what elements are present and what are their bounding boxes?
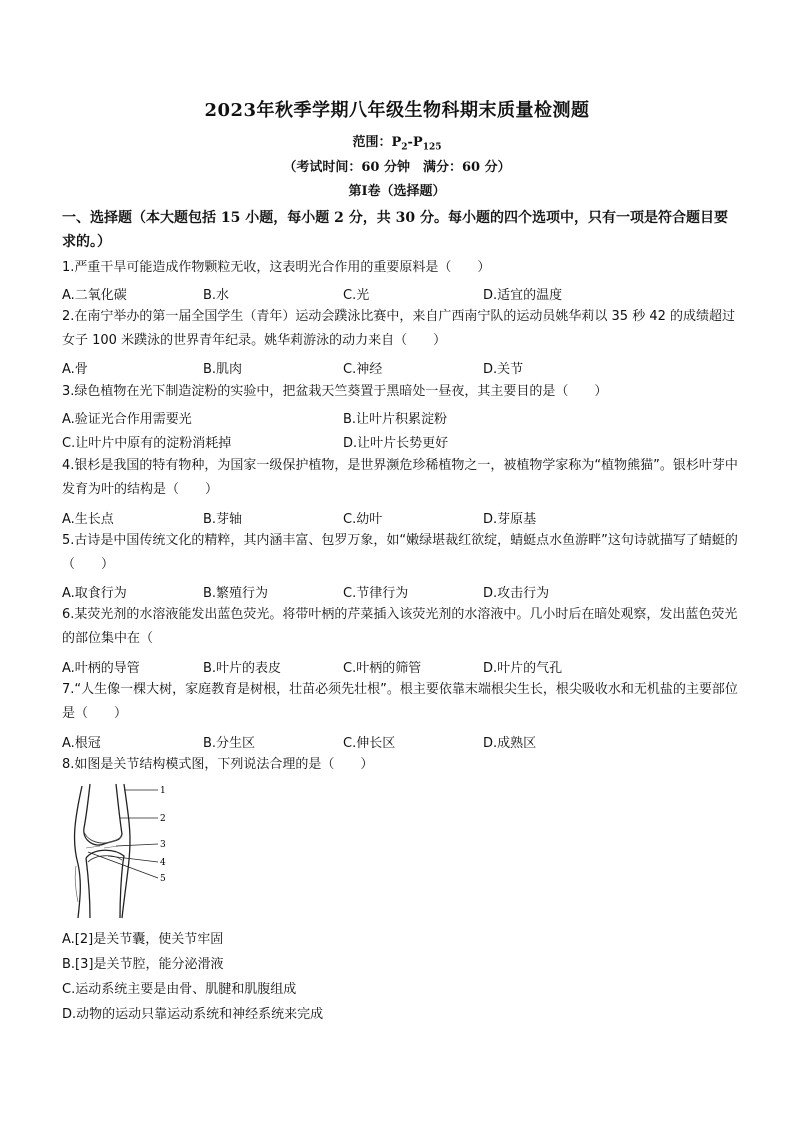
option-c: C.神经: [343, 362, 383, 377]
option-b: B.让叶片积累淀粉: [343, 412, 448, 427]
question-2-stem: 2.在南宁举办的第一届全国学生（青年）运动会蹼泳比赛中，来自广西南宁队的运动员姚华莉以 35 秒 42 的成绩超过女子 100 米蹼泳的世界青年纪录。姚华莉游泳的动力来自（ ）: [62, 309, 736, 348]
option-c: C.节律行为: [343, 586, 409, 601]
joint-cavity: [86, 846, 118, 848]
question-8-stem: 8.如图是关节结构模式图，下列说法合理的是（ ）: [62, 757, 374, 772]
question-5-stem: 5.古诗是中国传统文化的精粹，其内涵丰富、包罗万象，如“嫩绿堪裁红欲绽，蜻蜓点水鱼游畔”这句诗就描写了蜻蜓的（ ）: [62, 533, 738, 572]
option-a: A.[2]是关节囊，使关节牢固: [62, 932, 224, 947]
range-prefix: 范围：P: [352, 135, 402, 150]
option-d: D.关节: [483, 362, 524, 377]
capsule-left-line: [75, 786, 82, 918]
option-a: A.取食行为: [62, 586, 127, 601]
option-b: B.[3]是关节腔，能分泌滑液: [62, 957, 224, 972]
question-2-options: [62, 358, 742, 380]
figure-label-4: 4: [160, 858, 166, 868]
exam-title: 2023年秋季学期八年级生物科期末质量检测题: [204, 100, 590, 121]
page-range: [0, 131, 794, 153]
volume-title: 第Ⅰ卷（选择题）: [348, 184, 446, 199]
option-b: B.芽轴: [203, 512, 243, 527]
exam-info: （考试时间：60 分钟 满分：60 分）: [283, 160, 511, 175]
option-d: D.动物的运动只靠运动系统和神经系统来完成: [62, 1007, 324, 1022]
option-c: C.光: [343, 288, 370, 303]
option-d: D.攻击行为: [483, 586, 550, 601]
upper-bone: [84, 784, 122, 845]
question-7-options: [62, 732, 742, 754]
option-d: D.成熟区: [483, 736, 537, 751]
option-a: A.二氧化碳: [62, 288, 127, 303]
figure-label-1: 1: [160, 786, 166, 796]
question-4-options: [62, 508, 742, 530]
option-a: A.生长点: [62, 512, 114, 527]
question-1-stem: 1.严重干旱可能造成作物颗粒无收，这表明光合作用的重要原料是（ ）: [62, 260, 491, 275]
figure-label-5: 5: [160, 874, 166, 884]
option-a: A.根冠: [62, 736, 101, 751]
question-4-stem: 4.银杉是我国的特有物种，为国家一级保护植物，是世界濒危珍稀植物之一，被植物学家称为“植物熊猫”。银杉叶芽中发育为叶的结构是（ ）: [62, 458, 738, 497]
option-a: A.叶柄的导管: [62, 661, 140, 676]
question-7-stem: 7.“人生像一棵大树，家庭教育是树根，壮苗必须先壮根”。根主要依靠末端根尖生长，根尖吸收水和无机盐的主要部位是（ ）: [62, 682, 738, 721]
option-d: D.叶片的气孔: [483, 661, 563, 676]
capsule-right-line: [122, 784, 130, 918]
option-b: B.肌肉: [203, 362, 243, 377]
question-6-options: [62, 657, 742, 679]
question-3-options-row2: [62, 432, 742, 454]
question-1-options: [62, 284, 742, 306]
ligament-left: [75, 866, 78, 902]
range-mid: -P: [407, 135, 423, 150]
option-d: D.芽原基: [483, 512, 537, 527]
option-c: C.运动系统主要是由骨、肌腱和肌腹组成: [62, 982, 297, 997]
question-6-stem: 6.某荧光剂的水溶液能发出蓝色荧光。将带叶柄的芹菜插入该荧光剂的水溶液中。几小时后在暗处观察，发出蓝色荧光的部位集中在（: [62, 607, 738, 646]
option-b: B.叶片的表皮: [203, 661, 282, 676]
joint-structure-figure: [64, 782, 182, 920]
range-start-sub: 2: [401, 142, 408, 153]
option-c: C.叶柄的筛管: [343, 661, 422, 676]
figure-label-2: 2: [160, 814, 166, 824]
option-b: B.繁殖行为: [203, 586, 269, 601]
question-3-options-row1: [62, 408, 742, 430]
option-c: C.伸长区: [343, 736, 396, 751]
option-d: D.适宜的温度: [483, 288, 563, 303]
lower-bone: [86, 850, 124, 918]
option-c: C.幼叶: [343, 512, 383, 527]
section-heading: 一、选择题（本大题包括 15 小题，每小题 2 分，共 30 分。每小题的四个选项中，只有一项是符合题目要求的。）: [62, 210, 728, 250]
option-b: B.分生区: [203, 736, 256, 751]
option-d: D.让叶片长势更好: [343, 436, 449, 451]
option-b: B.水: [203, 288, 230, 303]
lower-cartilage: [88, 856, 122, 862]
leader-line-3: [116, 844, 158, 846]
question-5-options: [62, 582, 742, 604]
option-a: A.骨: [62, 362, 88, 377]
option-a: A.验证光合作用需要光: [62, 412, 192, 427]
figure-label-3: 3: [160, 840, 166, 850]
option-c: C.让叶片中原有的淀粉消耗掉: [62, 436, 232, 451]
leader-line-4: [108, 856, 158, 862]
question-3-stem: 3.绿色植物在光下制造淀粉的实验中，把盆栽天竺葵置于黑暗处一昼夜，其主要目的是（ ）: [62, 384, 608, 399]
range-end-sub: 125: [422, 142, 442, 153]
lower-bone-left: [86, 858, 90, 918]
